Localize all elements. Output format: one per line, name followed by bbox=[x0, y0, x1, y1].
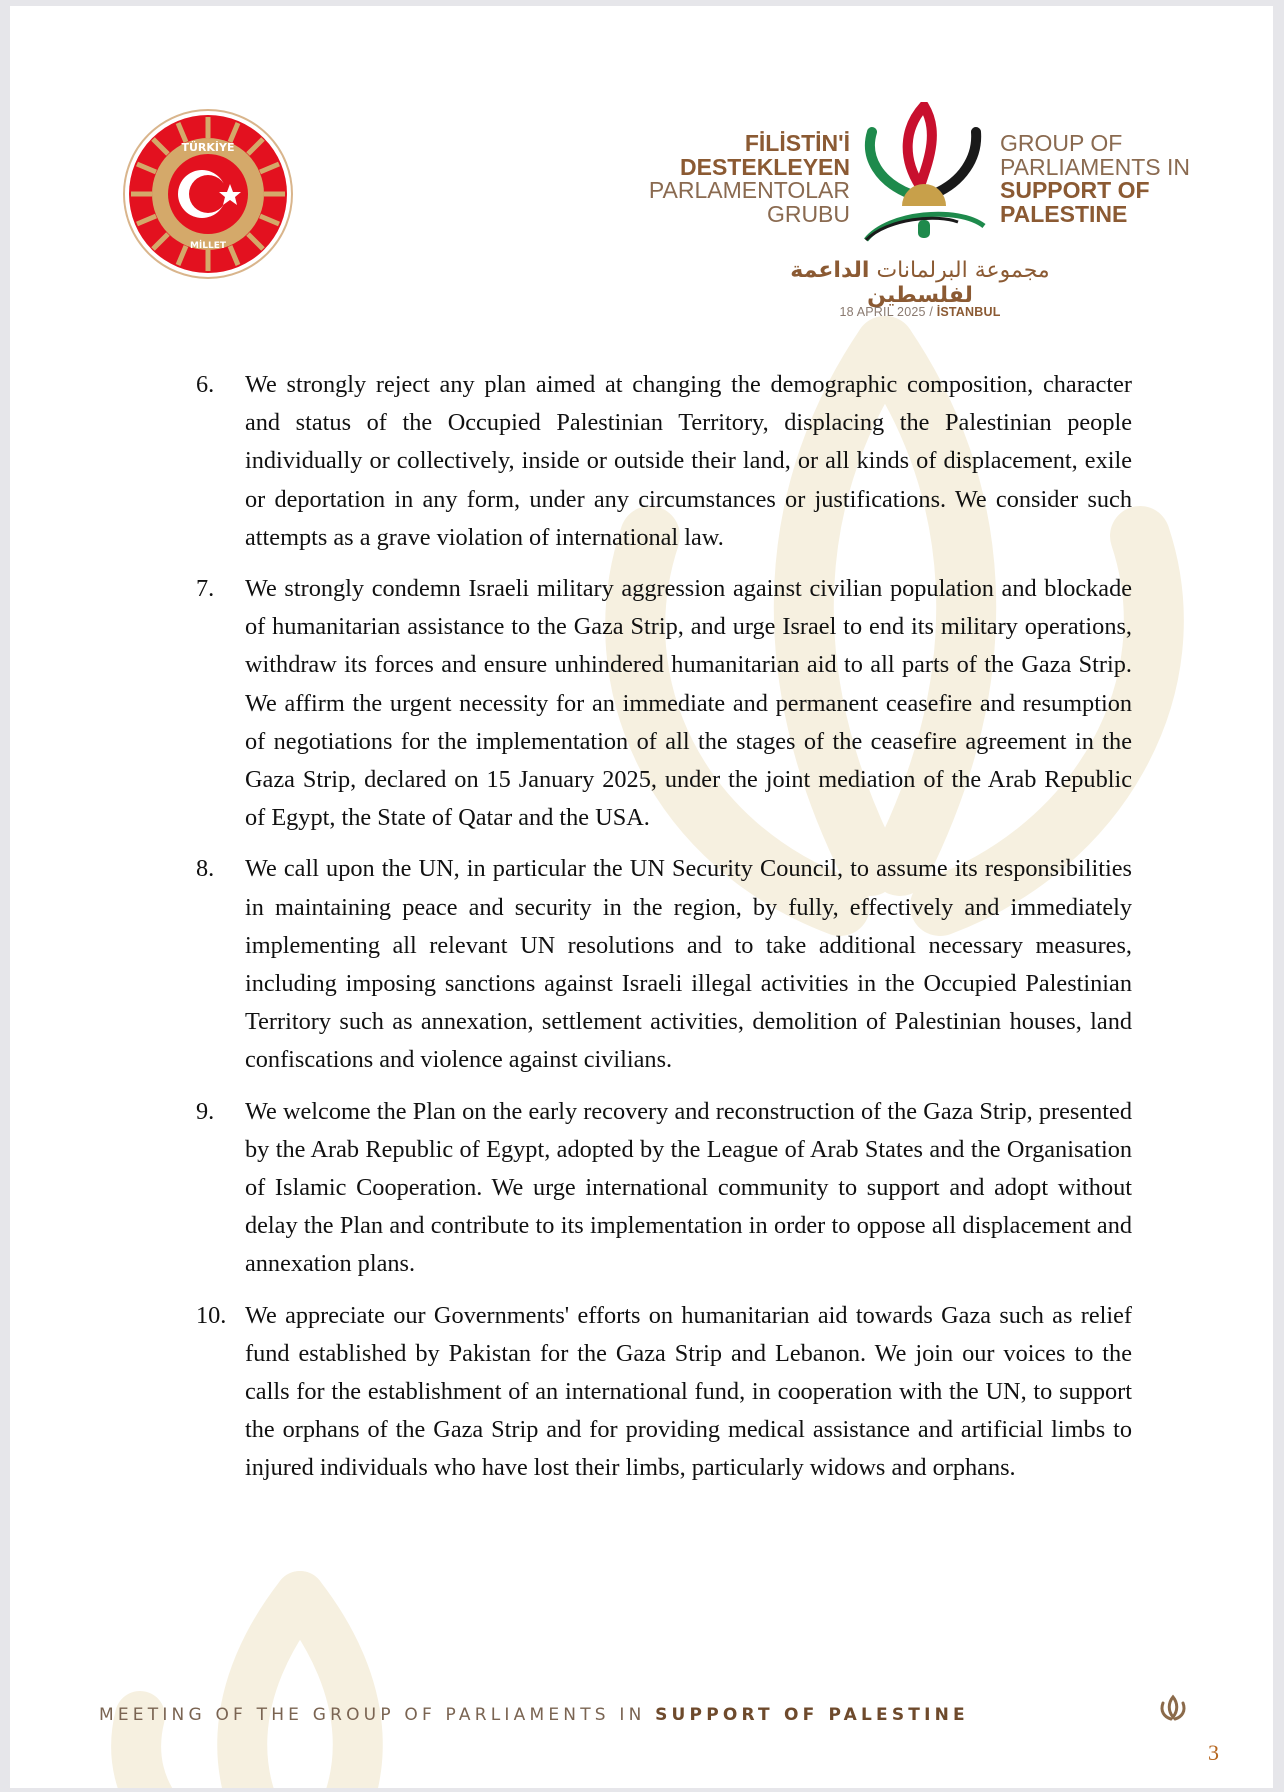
logo-arabic-name bbox=[750, 258, 1090, 308]
item-text: We appreciate our Governments' efforts on humanitarian aid towards Gaza such as relief fund established by Pakistan for the Gaza Strip and Lebanon. We join our voices to the calls for the establishment of an international fund, in cooperation with the UN, to support the orphans of the Gaza Strip and for providing medical assistance and artificial limbs to injured individuals who have lost their limbs, particularly widows and orphans. bbox=[245, 1301, 1132, 1482]
lotus-dome-logo-icon bbox=[858, 102, 990, 242]
arabic-bold-text: الداعمة لفلسطين bbox=[790, 258, 973, 308]
item-number: 10. bbox=[196, 1301, 227, 1329]
item-text: We strongly reject any plan aimed at changing the demographic composition, character and status of the Occupied Palestinian Territory, displacing the Palestinian people individually or collectively, inside or outside their land, or all kinds of displacement, exile or deportation in any form, under any circumstances or justifications. We consider such attempts as a grave violation of international law. bbox=[245, 371, 1132, 551]
logo-tr-line-2: DESTEKLEYEN bbox=[680, 153, 850, 180]
resolution-list bbox=[196, 366, 1132, 1501]
arabic-light-text: مجموعة البرلمانات bbox=[876, 258, 1050, 283]
resolution-item bbox=[196, 1093, 1132, 1284]
logo-en-line-1: GROUP OF bbox=[1000, 130, 1123, 156]
resolution-item bbox=[196, 570, 1132, 837]
city-text: İSTANBUL bbox=[936, 305, 1001, 319]
tbmm-seal-icon bbox=[122, 108, 294, 280]
item-text: We strongly condemn Israeli military aggression against civilian population and blockade of humanitarian assistance to the Gaza Strip, and urge Israel to end its military operations, withdraw its forces and ensure unhindered humanitarian aid to all parts of the Gaza Strip. We affirm the urgent necessity for an immediate and permanent ceasefire and resumption of negotiations for the implementation of all the stages of the ceasefire agreement in the Gaza Strip, declared on 15 January 2025, under the joint mediation of the Arab Republic of Egypt, the State of Qatar and the USA. bbox=[245, 575, 1132, 832]
item-number: 6. bbox=[196, 371, 215, 398]
logo-english-name bbox=[1000, 132, 1260, 226]
item-number: 7. bbox=[196, 575, 215, 603]
logo-turkish-name bbox=[570, 132, 850, 226]
logo-en-line-3: SUPPORT OF bbox=[1000, 177, 1150, 203]
logo-tr-line-4: GRUBU bbox=[766, 200, 850, 227]
item-number: 8. bbox=[196, 855, 215, 883]
logo-en-line-4: PALESTINE bbox=[1000, 200, 1128, 227]
item-text: We welcome the Plan on the early recovery and reconstruction of the Gaza Strip, presented by the Arab Republic of Egypt, adopted by the League of Arab States and the Organisation of Islamic Cooperation. We urge international community to support and adopt without delay the Plan and contribute to its implementation in order to oppose all displacement and annexation plans. bbox=[245, 1097, 1132, 1278]
footer-text-bold: SUPPORT OF PALESTINE bbox=[655, 1705, 969, 1725]
logo-en-line-2: PARLIAMENTS IN bbox=[1000, 153, 1190, 180]
resolution-item bbox=[196, 1297, 1132, 1488]
resolution-item bbox=[196, 366, 1132, 557]
logo-tr-line-3: PARLAMENTOLAR bbox=[648, 177, 850, 203]
item-number: 9. bbox=[196, 1097, 215, 1125]
dateline bbox=[790, 305, 1050, 319]
page-footer bbox=[99, 1705, 969, 1725]
resolution-item bbox=[196, 850, 1132, 1079]
date-text: 18 APRIL 2025 / bbox=[839, 305, 937, 319]
svg-text:TÜRKİYE: TÜRKİYE bbox=[181, 141, 235, 154]
logo-tr-line-1: FİLİSTİN'İ bbox=[744, 130, 850, 156]
page-number: 3 bbox=[1208, 1740, 1219, 1765]
lotus-watermark-small-icon bbox=[100, 1566, 500, 1788]
svg-text:MİLLET: MİLLET bbox=[189, 241, 227, 251]
item-text: We call upon the UN, in particular the UN Security Council, to assume its responsibilities in maintaining peace and security in the region, by fully, effectively and immediately implementing all relevant UN resolutions and to take additional necessary measures, including imposing sanctions against Israeli illegal activities in the Occupied Palestinian Territory such as annexation, settlement activities, demolition of Palestinian houses, land confiscations and violence against civilians. bbox=[245, 855, 1132, 1074]
document-page bbox=[10, 6, 1273, 1788]
lotus-logo-icon bbox=[1158, 1693, 1188, 1723]
footer-text-light: MEETING OF THE GROUP OF PARLIAMENTS IN bbox=[99, 1705, 656, 1725]
